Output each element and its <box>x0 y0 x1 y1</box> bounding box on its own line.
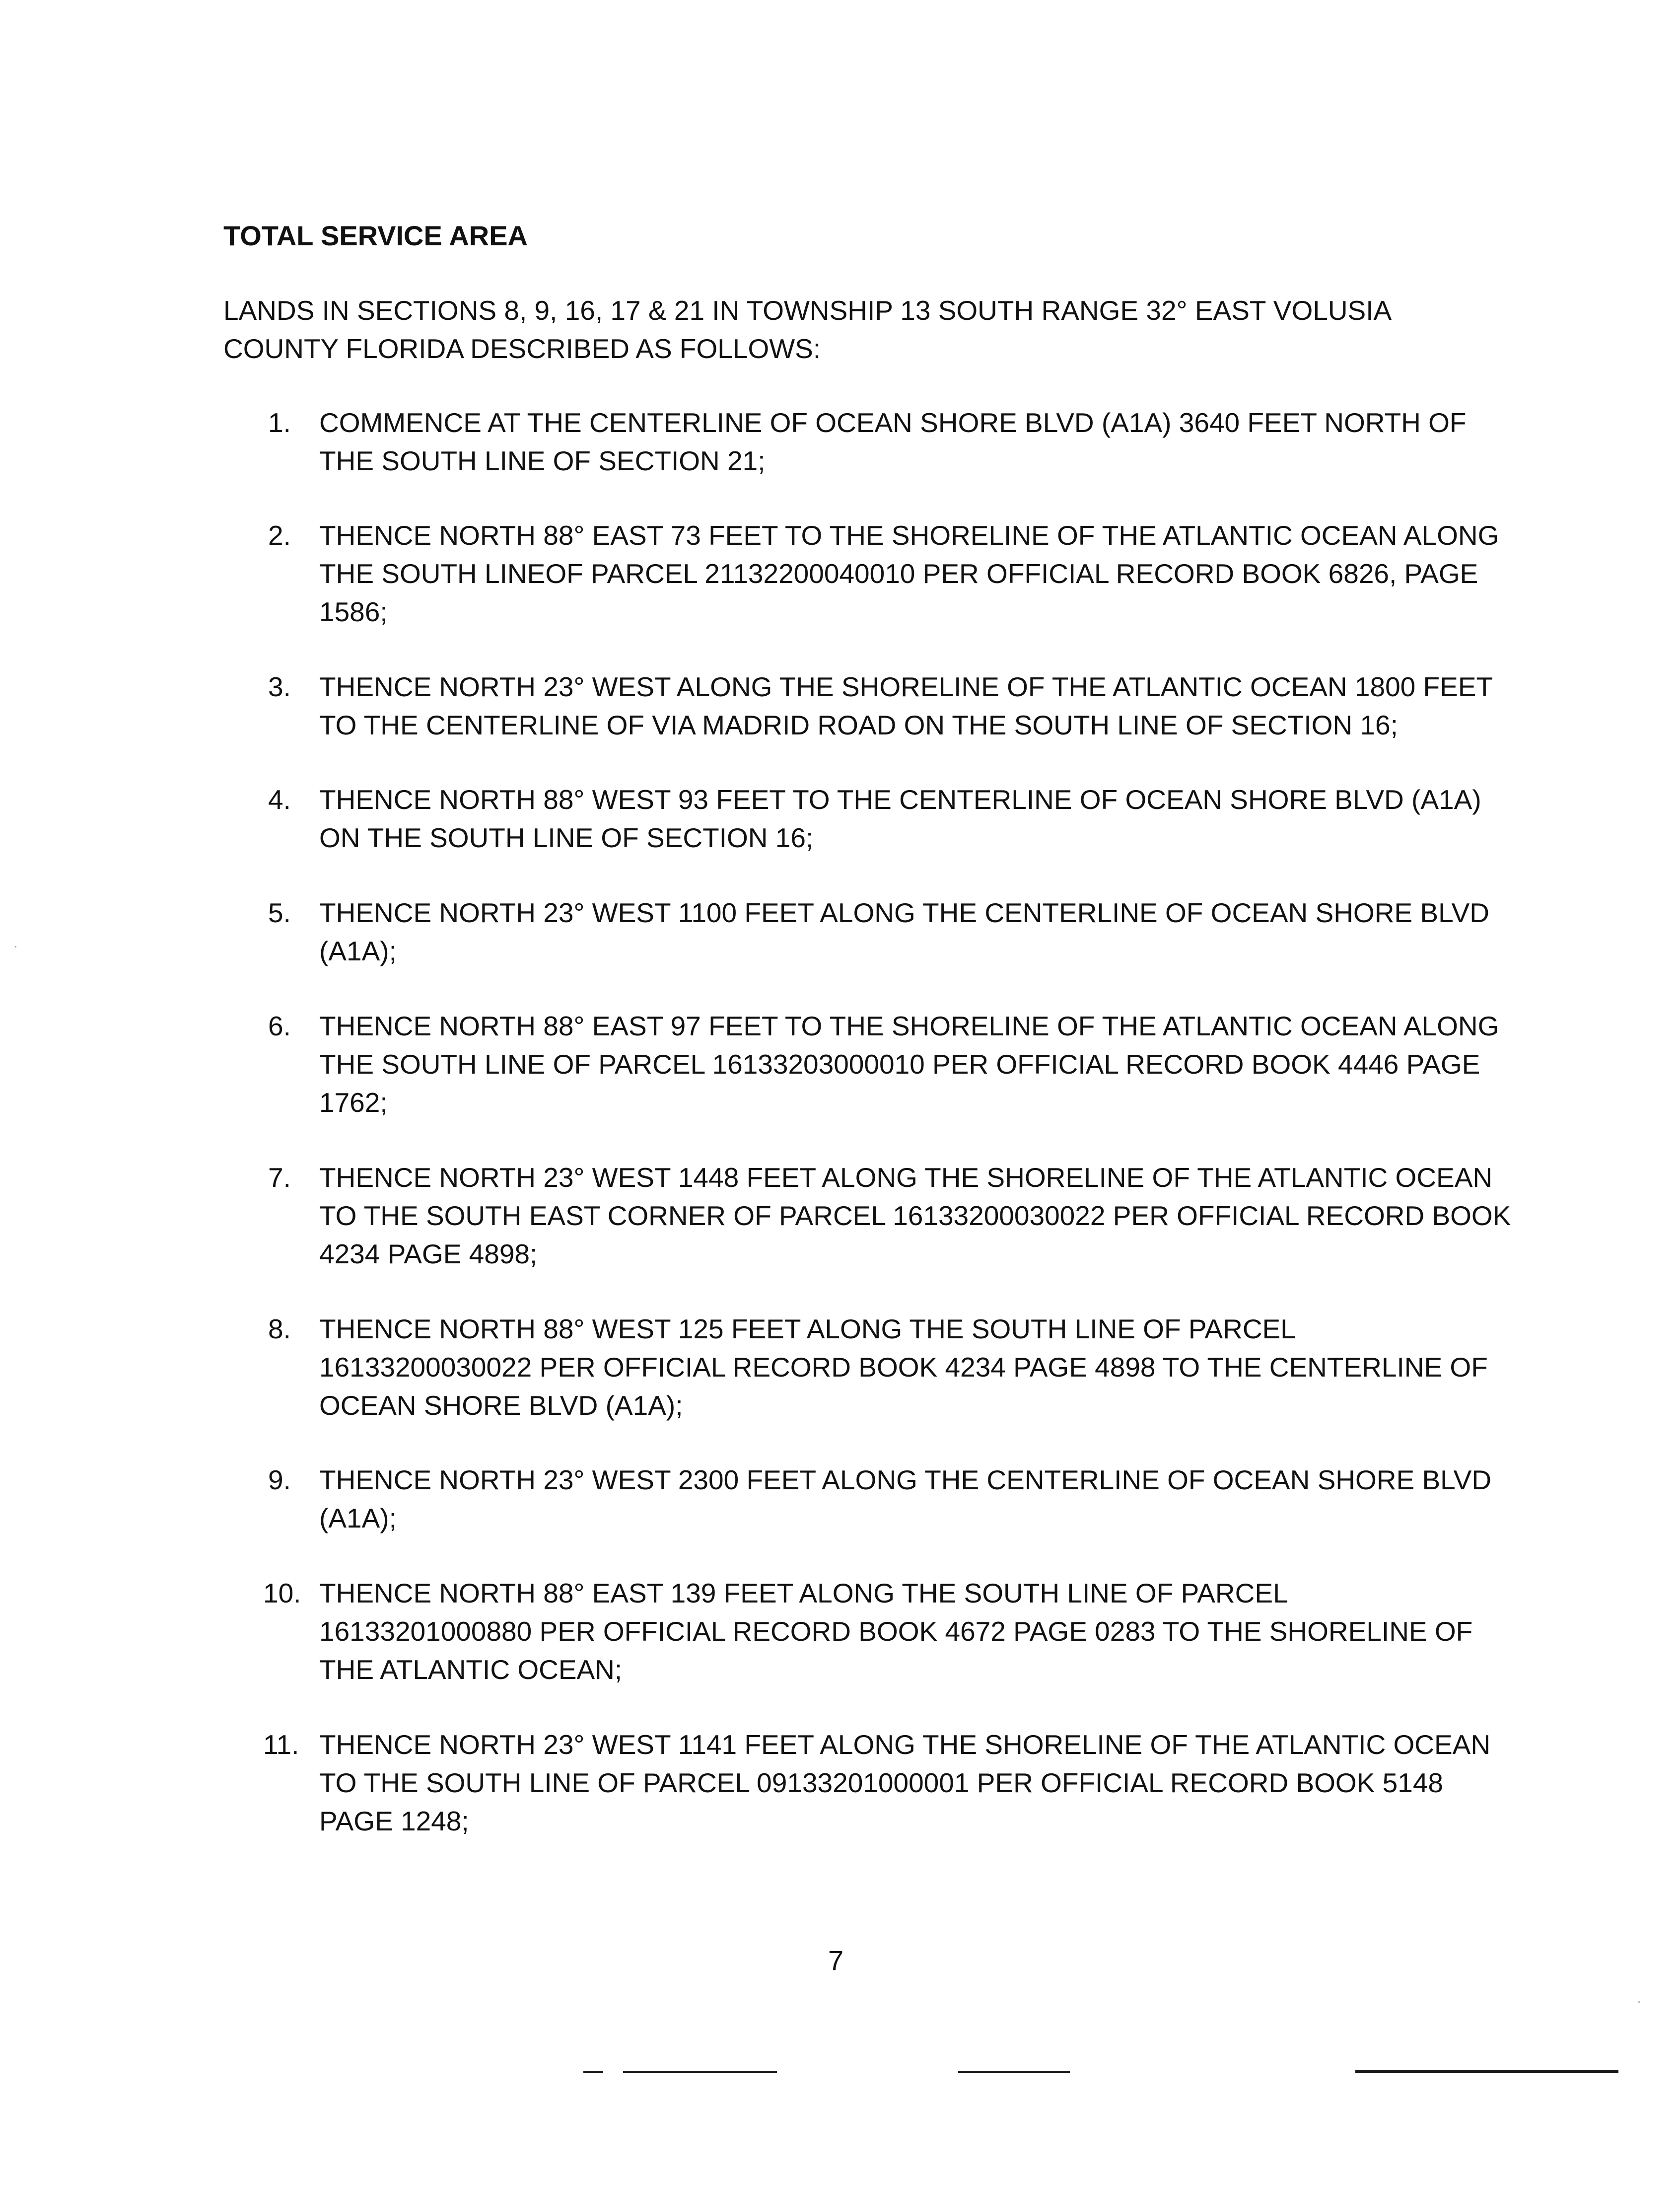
list-item-number: 1. <box>268 407 291 438</box>
list-item-text <box>319 516 1499 631</box>
list-item-line: THE SOUTH LINEOF PARCEL 21132200040010 PER OFFICIAL RECORD BOOK 6826, PAGE <box>319 558 1478 589</box>
list-item-line: (A1A); <box>319 1503 397 1533</box>
list-item-text <box>319 1574 1471 1689</box>
list-item-number: 11. <box>263 1729 299 1760</box>
intro-line: COUNTY FLORIDA DESCRIBED AS FOLLOWS: <box>223 333 821 364</box>
list-item-line: THENCE NORTH 88° EAST 139 FEET ALONG THE SOUTH LINE OF PARCEL <box>319 1578 1288 1608</box>
list-item-text <box>319 668 1493 744</box>
list-item-text <box>319 1007 1499 1122</box>
list-item-text <box>319 404 1471 480</box>
list-item-line: THE SOUTH LINE OF SECTION 21; <box>319 445 766 476</box>
list-item-number: 5. <box>268 897 291 928</box>
list-item-line: THENCE NORTH 23° WEST ALONG THE SHORELINE OF THE ATLANTIC OCEAN 1800 FEET <box>319 671 1493 702</box>
list-item-line: 4234 PAGE 4898; <box>319 1239 538 1269</box>
list-item-line: THENCE NORTH 88° WEST 125 FEET ALONG THE SOUTH LINE OF PARCEL <box>319 1313 1296 1344</box>
list-item-number: 6. <box>268 1011 291 1041</box>
scan-artifact-line <box>583 2071 603 2073</box>
list-item-number: 8. <box>268 1313 291 1344</box>
list-item-line: OCEAN SHORE BLVD (A1A); <box>319 1390 683 1421</box>
list-item-text <box>319 1310 1488 1425</box>
list-item-line: ON THE SOUTH LINE OF SECTION 16; <box>319 822 814 853</box>
scan-speck <box>15 946 16 948</box>
list-item-line: THENCE NORTH 88° EAST 73 FEET TO THE SHORELINE OF THE ATLANTIC OCEAN ALONG <box>319 520 1499 551</box>
list-item-text <box>319 781 1481 857</box>
page-number: 7 <box>828 1945 844 1976</box>
list-item-line: THENCE NORTH 23° WEST 1141 FEET ALONG THE SHORELINE OF THE ATLANTIC OCEAN <box>319 1729 1491 1760</box>
list-item-line: TO THE SOUTH EAST CORNER OF PARCEL 16133200030022 PER OFFICIAL RECORD BOOK <box>319 1200 1511 1231</box>
list-item-text <box>319 1159 1511 1273</box>
list-item-number: 9. <box>268 1464 291 1495</box>
list-item-line: THENCE NORTH 88° WEST 93 FEET TO THE CENTERLINE OF OCEAN SHORE BLVD (A1A) <box>319 784 1481 815</box>
list-item-number: 2. <box>268 520 291 551</box>
intro-paragraph <box>223 292 1465 368</box>
list-item-text <box>319 1726 1491 1840</box>
scan-artifact-line <box>1355 2070 1618 2073</box>
list-item-line: THE SOUTH LINE OF PARCEL 16133203000010 PER OFFICIAL RECORD BOOK 4446 PAGE <box>319 1049 1480 1080</box>
list-item-line: PAGE 1248; <box>319 1806 469 1836</box>
list-item-number: 7. <box>268 1162 291 1193</box>
list-item-number: 3. <box>268 671 291 702</box>
list-item-text <box>319 1461 1492 1537</box>
intro-line: LANDS IN SECTIONS 8, 9, 16, 17 & 21 IN TOWNSHIP 13 SOUTH RANGE 32° EAST VOLUSIA <box>223 295 1392 326</box>
list-item-line: TO THE SOUTH LINE OF PARCEL 09133201000001 PER OFFICIAL RECORD BOOK 5148 <box>319 1767 1444 1798</box>
list-item-line: (A1A); <box>319 936 397 966</box>
list-item-line: COMMENCE AT THE CENTERLINE OF OCEAN SHORE BLVD (A1A) 3640 FEET NORTH OF <box>319 407 1467 438</box>
section-heading: TOTAL SERVICE AREA <box>223 220 528 251</box>
scan-artifact-line <box>958 2071 1070 2073</box>
scan-speck <box>1638 2001 1640 2003</box>
list-item-line: 1762; <box>319 1087 388 1118</box>
list-item-number: 4. <box>268 784 291 815</box>
list-item-line: THENCE NORTH 23° WEST 1100 FEET ALONG THE CENTERLINE OF OCEAN SHORE BLVD <box>319 897 1489 928</box>
list-item-line: 16133200030022 PER OFFICIAL RECORD BOOK 4234 PAGE 4898 TO THE CENTERLINE OF <box>319 1352 1488 1383</box>
list-item-number: 10. <box>263 1578 301 1608</box>
list-item-line: 1586; <box>319 596 388 627</box>
list-item-line: THENCE NORTH 23° WEST 2300 FEET ALONG THE CENTERLINE OF OCEAN SHORE BLVD <box>319 1464 1492 1495</box>
scan-artifact-line <box>623 2071 777 2073</box>
list-item-text <box>319 894 1489 970</box>
list-item-line: 16133201000880 PER OFFICIAL RECORD BOOK 4672 PAGE 0283 TO THE SHORELINE OF <box>319 1616 1473 1647</box>
list-item-line: THENCE NORTH 23° WEST 1448 FEET ALONG THE SHORELINE OF THE ATLANTIC OCEAN <box>319 1162 1493 1193</box>
list-item-line: TO THE CENTERLINE OF VIA MADRID ROAD ON THE SOUTH LINE OF SECTION 16; <box>319 710 1398 740</box>
list-item-line: THENCE NORTH 88° EAST 97 FEET TO THE SHORELINE OF THE ATLANTIC OCEAN ALONG <box>319 1011 1499 1041</box>
list-item-line: THE ATLANTIC OCEAN; <box>319 1654 623 1685</box>
